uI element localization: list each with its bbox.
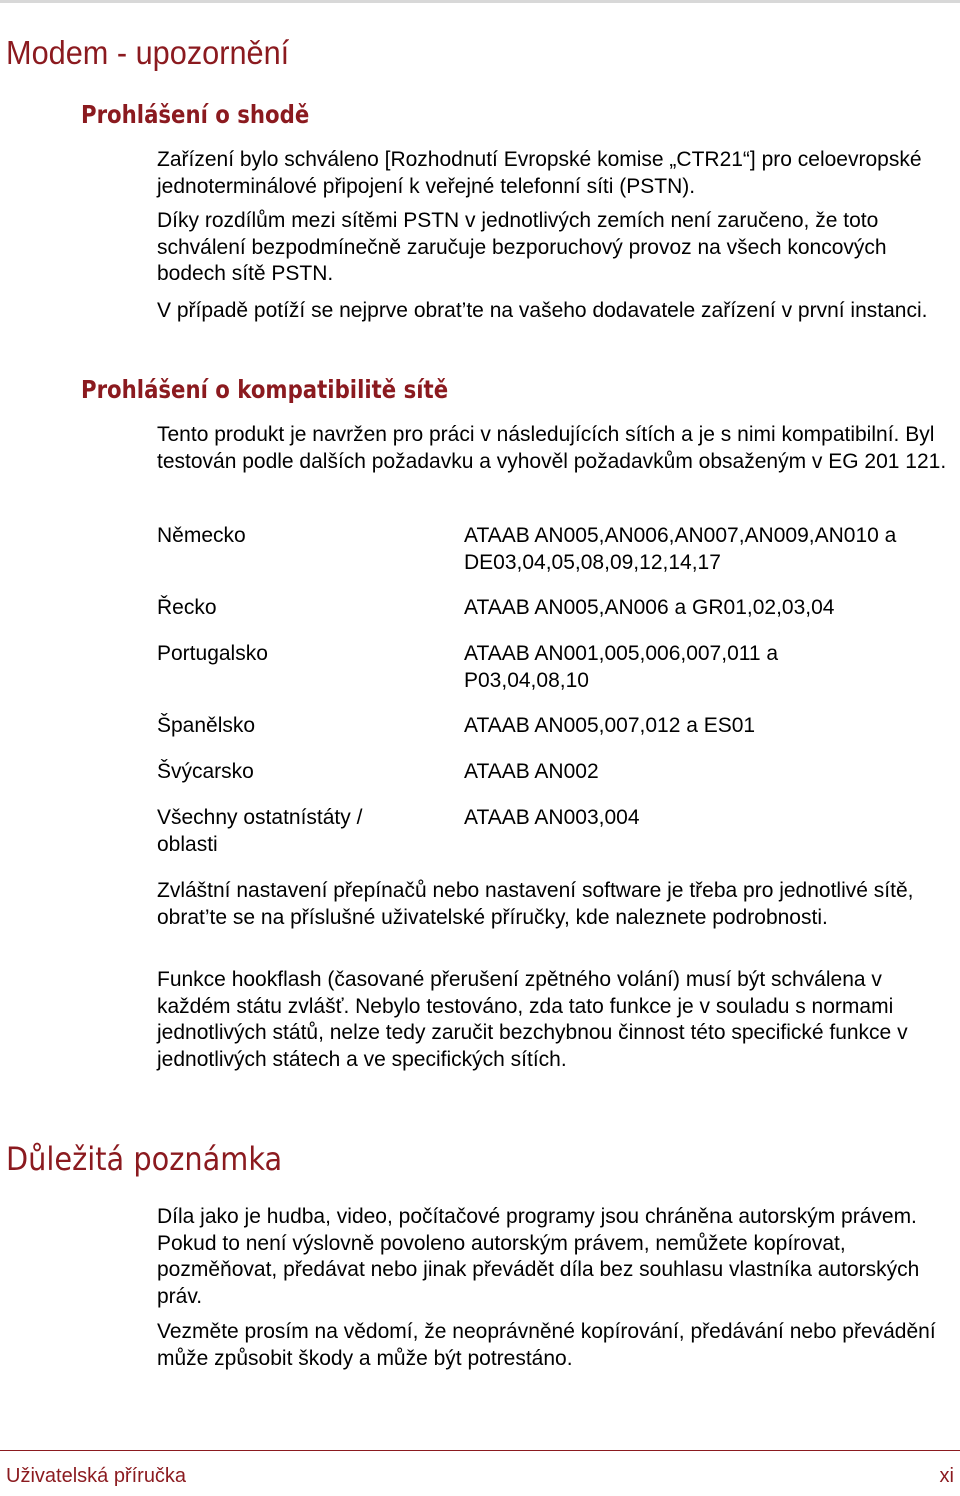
table-country: Německo <box>157 524 246 547</box>
section-title-important-note: Důležitá poznámka <box>6 1140 283 1178</box>
table-country: Řecko <box>157 596 217 619</box>
paragraph-hookflash: Funkce hookflash (časované přerušení zpětného volání) musí být schválena v každém státu zvlášť. Nebylo testováno, zda tato funkce je v souladu s normami jednotlivých států, nelze tedy zaručit bezchybnou činnost této specifické funkce v jednotlivých státech a ve specifických sítích. <box>157 968 908 1072</box>
table-value: ATAAB AN003,004 <box>464 806 640 829</box>
top-rule <box>0 0 960 3</box>
table-country: Švýcarsko <box>157 760 254 783</box>
paragraph-switch-settings: Zvláštní nastavení přepínačů nebo nastavení software je třeba pro jednotlivé sítě, obrat’te se na příslušné uživatelské příručky, kde naleznete podrobnosti. <box>157 879 914 929</box>
paragraph-pstn-differences: Díky rozdílům mezi sítěmi PSTN v jednotlivých zemích není zaručeno, že toto schválení bezpodmínečně zaručuje bezporuchový provoz na všech koncových bodech sítě PSTN. <box>157 209 887 286</box>
table-value: ATAAB AN001,005,006,007,011 a P03,04,08,10 <box>464 642 779 692</box>
footer-page-number: xi <box>939 1465 954 1487</box>
paragraph-approval: Zařízení bylo schváleno [Rozhodnutí Evropské komise „CTR21“] pro celoevropské jednoterminálové připojení k veřejné telefonní síti (PSTN). <box>157 148 922 198</box>
table-value: ATAAB AN005,AN006 a GR01,02,03,04 <box>464 596 835 619</box>
table-value: ATAAB AN005,007,012 a ES01 <box>464 714 756 737</box>
paragraph-copyright: Díla jako je hudba, video, počítačové programy jsou chráněna autorským právem. Pokud to není výslovně povoleno autorským právem, nemůžete kopírovat, pozměňovat, předávat nebo jinak převádět díla bez souhlasu vlastníka autorských práv. <box>157 1205 920 1309</box>
heading-network-compatibility: Prohlášení o kompatibilitě sítě <box>81 375 449 404</box>
table-country: Španělsko <box>157 714 256 737</box>
table-country: Portugalsko <box>157 642 268 665</box>
section-title-modem: Modem - upozornění <box>6 34 290 71</box>
footer-manual-title: Uživatelská příručka <box>6 1465 187 1487</box>
paragraph-contact-supplier: V případě potíží se nejprve obrat’te na vašeho dodavatele zařízení v první instanci. <box>157 299 928 322</box>
table-value: ATAAB AN005,AN006,AN007,AN009,AN010 a DE03,04,05,08,09,12,14,17 <box>464 524 897 574</box>
footer-rule <box>0 1450 960 1451</box>
table-value: ATAAB AN002 <box>464 760 599 783</box>
table-country: Všechny ostatnístáty / oblasti <box>157 806 363 856</box>
heading-conformity: Prohlášení o shodě <box>81 100 310 129</box>
paragraph-compatibility: Tento produkt je navržen pro práci v následujících sítích a je s nimi kompatibilní. Byl testován podle dalších požadavku a vyhověl požadavkům obsaženým v EG 201 121. <box>157 423 947 473</box>
paragraph-unauthorized-copying: Vezměte prosím na vědomí, že neoprávněné kopírování, předávání nebo převádění může způsobit škody a může být potrestáno. <box>157 1320 936 1370</box>
